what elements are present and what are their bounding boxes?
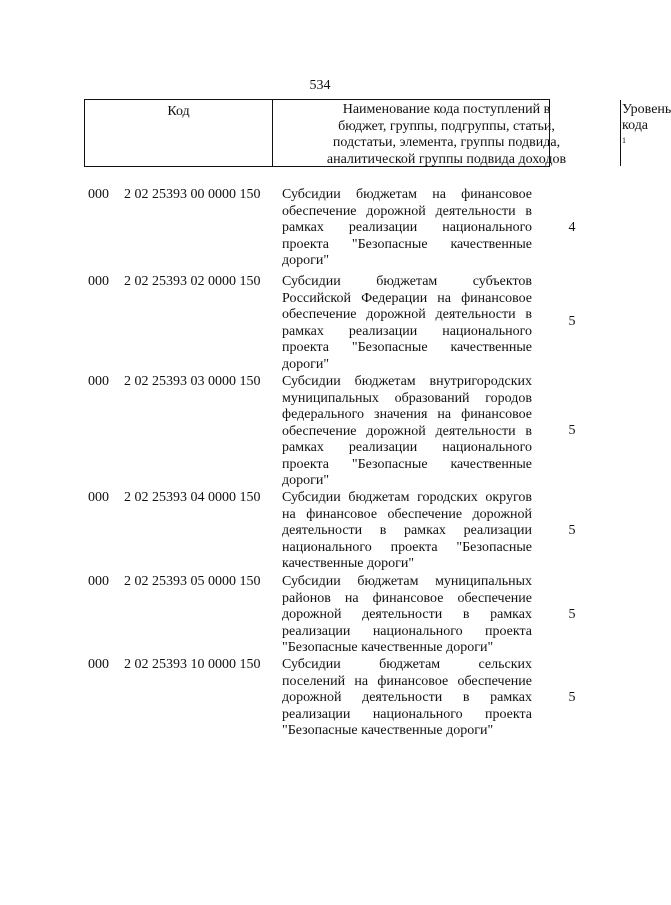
description-line: реализации национального проекта <box>282 623 532 639</box>
row-code: 2 02 25393 04 0000 150 <box>124 490 261 505</box>
page-number: 534 <box>309 78 331 93</box>
description-line: проекта "Безопасные качественные <box>282 340 532 355</box>
header-name-line: бюджет, группы, подгруппы, статьи, <box>338 118 555 134</box>
description-line: поселений на финансовое обеспечение <box>282 673 532 689</box>
row-code: 2 02 25393 02 0000 150 <box>124 274 261 289</box>
description-line: обеспечение дорожной деятельности в <box>282 423 532 439</box>
description-line: районов на финансовое обеспечение <box>282 590 532 606</box>
row-prefix: 000 <box>88 490 109 505</box>
header-code: Код <box>85 100 273 166</box>
header-name-line: Наименование кода поступлений в <box>342 102 551 117</box>
description-line: муниципальных образований городов <box>282 390 532 406</box>
description-line: качественные дороги" <box>282 556 415 571</box>
row-description <box>282 657 532 740</box>
description-line: Российской Федерации на финансовое <box>282 290 532 306</box>
description-line: обеспечение дорожной деятельности в <box>282 203 532 219</box>
description-line: "Безопасные качественные дороги" <box>282 723 494 738</box>
description-line: рамках реализации национального <box>282 323 532 339</box>
row-description <box>282 490 532 573</box>
row-prefix: 000 <box>88 574 109 589</box>
description-line: проекта "Безопасные качественные <box>282 456 532 472</box>
description-line: дорожной деятельности в рамках <box>282 690 532 705</box>
row-code: 2 02 25393 00 0000 150 <box>124 187 261 202</box>
row-prefix: 000 <box>88 187 109 202</box>
row-level: 5 <box>568 690 576 705</box>
description-line: реализации национального проекта <box>282 706 532 722</box>
row-description <box>282 274 532 373</box>
row-description <box>282 374 532 490</box>
header-level-word: кода <box>622 118 649 133</box>
description-line: обеспечение дорожной деятельности в <box>282 307 532 322</box>
description-line: проекта "Безопасные качественные <box>282 236 532 252</box>
description-line: рамках реализации национального <box>282 220 532 235</box>
row-prefix: 000 <box>88 274 109 289</box>
description-line: дороги" <box>282 356 330 372</box>
description-line: национального проекта "Безопасные <box>282 539 532 555</box>
description-line: дорожной деятельности в рамках <box>282 607 532 622</box>
description-line: дороги" <box>282 473 330 488</box>
row-level: 5 <box>568 607 576 622</box>
description-line: деятельности в рамках реализации <box>282 523 532 538</box>
description-line: рамках реализации национального <box>282 440 532 455</box>
description-line: Субсидии бюджетам на финансовое <box>282 187 532 202</box>
description-line: Субсидии бюджетам внутригородских <box>282 374 532 389</box>
description-line: Субсидии бюджетам муниципальных <box>282 574 532 589</box>
row-prefix: 000 <box>88 374 109 389</box>
description-line: Субсидии бюджетам субъектов <box>282 274 532 289</box>
row-description <box>282 187 532 270</box>
row-level: 5 <box>568 314 576 329</box>
footnote-marker: 1 <box>622 136 626 145</box>
row-level: 5 <box>568 523 576 538</box>
description-line: на финансовое обеспечение дорожной <box>282 506 532 522</box>
row-level: 5 <box>568 423 576 438</box>
header-name <box>273 100 621 166</box>
row-prefix: 000 <box>88 657 109 672</box>
row-code: 2 02 25393 05 0000 150 <box>124 574 261 589</box>
description-line: Субсидии бюджетам сельских <box>282 657 532 672</box>
header-name-line: аналитической группы подвида доходов <box>326 151 567 167</box>
description-line: Субсидии бюджетам городских округов <box>282 490 532 505</box>
description-line: федерального значения на финансовое <box>282 407 532 422</box>
row-description <box>282 574 532 657</box>
row-level: 4 <box>568 220 576 235</box>
row-code: 2 02 25393 03 0000 150 <box>124 374 261 389</box>
table-header: Код Наименование кода поступлений в бюджет, группы, подгруппы, статьи, подстатьи, элемента, группы подвида, аналитической группы подвида доходов Уровень кода $^1$ <box>84 99 550 167</box>
description-line: дороги" <box>282 253 330 268</box>
description-line: "Безопасные качественные дороги" <box>282 640 494 655</box>
header-name-line: подстатьи, элемента, группы подвида, <box>332 135 561 150</box>
row-code: 2 02 25393 10 0000 150 <box>124 657 261 672</box>
